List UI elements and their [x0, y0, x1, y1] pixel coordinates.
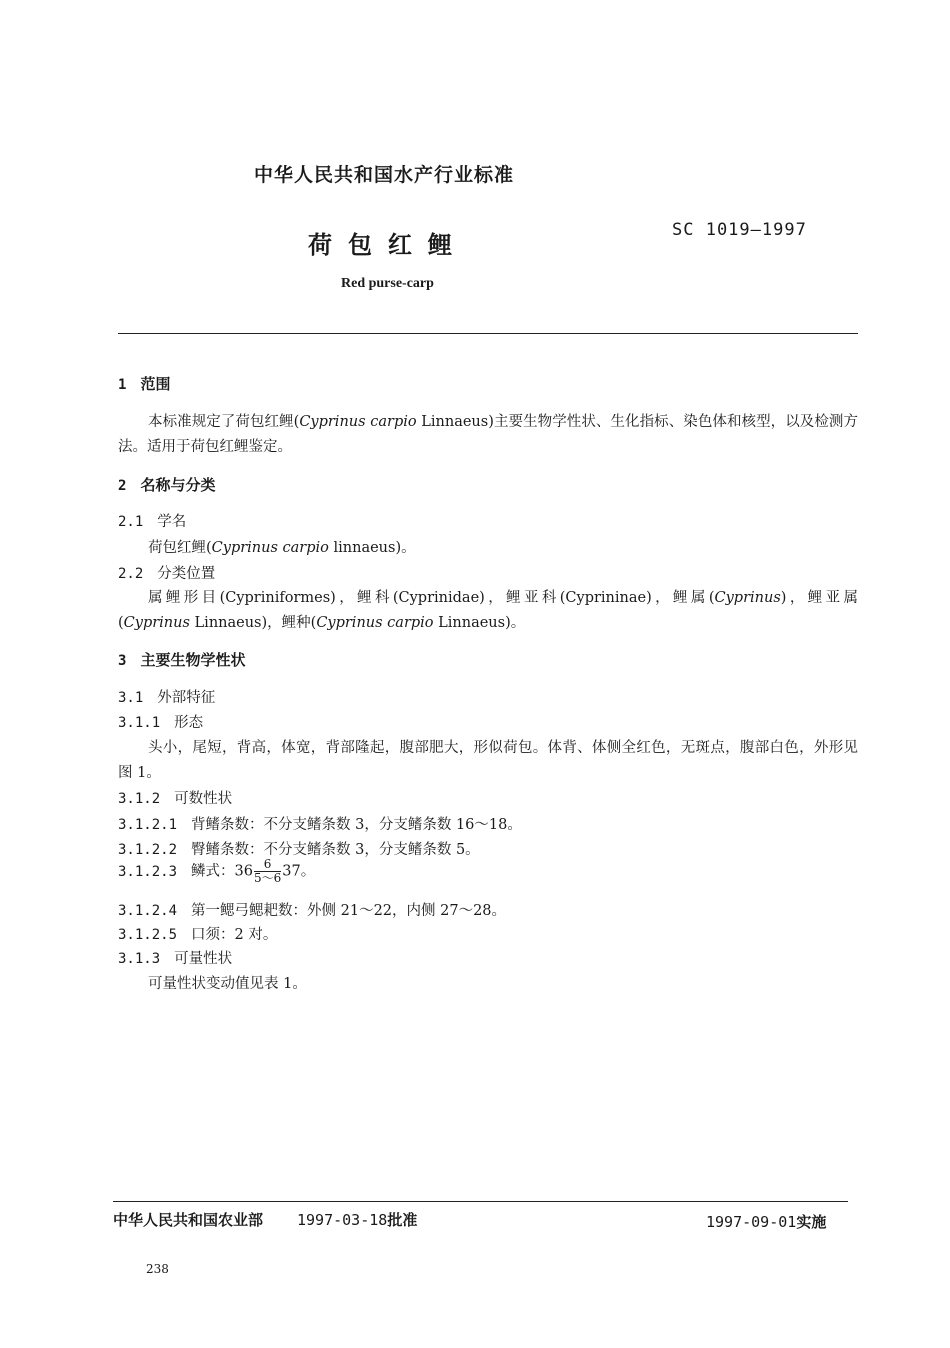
header-divider — [118, 333, 858, 334]
item-3-1-2-3: 3.1.2.3 鳞式：36 $\frac{6}{5\sim 6}$ 37。 — [118, 857, 316, 885]
section-2-1-heading: 2.1 学名 — [118, 514, 187, 530]
section-3-1-2-heading: 3.1.2 可数性状 — [118, 791, 233, 807]
page-number: 238 — [146, 1262, 169, 1276]
standard-code: SC 1019—1997 — [672, 220, 807, 240]
section-3-1-heading: 3.1 外部特征 — [118, 690, 216, 706]
section-3-1-3-paragraph: 可量性状变动值见表 1。 — [148, 976, 307, 992]
item-3-1-2-2: 3.1.2.2 臀鳍条数：不分支鳍条数 3，分支鳍条数 5。 — [118, 842, 480, 858]
section-3-heading: 3 主要生物学性状 — [118, 651, 246, 669]
section-2-heading: 2 名称与分类 — [118, 476, 216, 494]
section-1-heading: 1 范围 — [118, 375, 171, 393]
section-3-1-3-heading: 3.1.3 可量性状 — [118, 951, 233, 967]
section-3-1-1-heading: 3.1.1 形态 — [118, 715, 204, 731]
item-3-1-2-1: 3.1.2.1 背鳍条数：不分支鳍条数 3，分支鳍条数 16～18。 — [118, 817, 522, 833]
section-2-2-paragraph: 属鲤形目(Cypriniformes)，鲤科(Cyprinidae)，鲤亚科(Cyprininae)，鲤属(Cyprinus)，鲤亚属(Cyprinus Linnaeus)，鲤种(Cyprinus carpio Linnaeus)。 — [118, 590, 858, 631]
document-title: 荷包红鲤 — [308, 231, 468, 259]
footer-effective: 1997-09-01实施 — [706, 1213, 827, 1231]
standard-name: 中华人民共和国水产行业标准 — [254, 164, 515, 186]
footer-divider — [113, 1201, 848, 1202]
section-3-1-1-paragraph: 头小，尾短，背高，体宽，背部隆起，腹部肥大，形似荷包。体背、体侧全红色，无斑点，腹部白色，外形见图 1。 — [118, 740, 858, 781]
item-3-1-2-4: 3.1.2.4 第一鳃弓鳃耙数：外侧 21～22，内侧 27～28。 — [118, 903, 507, 919]
item-3-1-2-5: 3.1.2.5 口须：2 对。 — [118, 927, 278, 943]
footer-issuer: 中华人民共和国农业部 — [113, 1211, 264, 1229]
section-2-2-heading: 2.2 分类位置 — [118, 566, 216, 582]
section-2-1-paragraph: 荷包红鲤(Cyprinus carpio linnaeus)。 — [148, 540, 416, 556]
footer-approval: 1997-03-18批准 — [297, 1211, 418, 1229]
english-title: Red purse-carp — [341, 276, 434, 291]
scale-formula-fraction: $\frac{6}{5\sim 6}$ — [253, 857, 282, 885]
section-1-paragraph: 本标准规定了荷包红鲤(Cyprinus carpio Linnaeus)主要生物学性状、生化指标、染色体和核型，以及检测方法。适用于荷包红鲤鉴定。 — [118, 414, 858, 455]
